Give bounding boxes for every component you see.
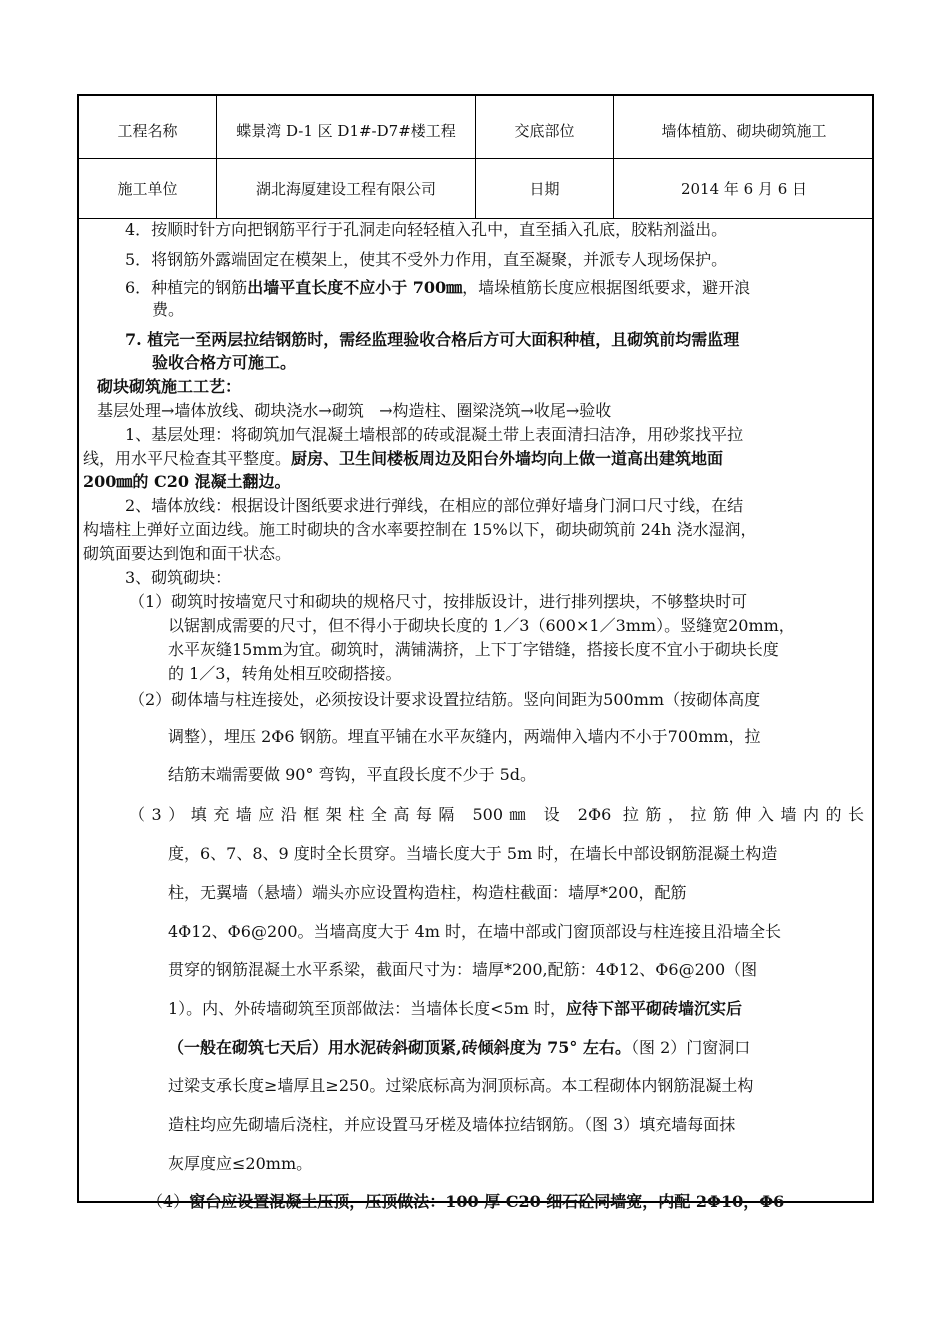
content-line: 验收合格方可施工。 xyxy=(152,353,297,372)
content-line: 的 1／3，转角处相互咬砌搭接。 xyxy=(168,664,402,683)
content-line: 造柱均应先砌墙后浇柱，并应设置马牙槎及墙体拉结钢筋。（图 3）填充墙每面抹 xyxy=(168,1115,736,1134)
content-line: 7. 植完一至两层拉结钢筋时，需经监理验收合格后方可大面积种植，且砌筑前均需监理 xyxy=(125,330,740,349)
content-line: 线，用水平尺检查其平整度。厨房、卫生间楼板周边及阳台外墙均向上做一道高出建筑地面 xyxy=(83,449,724,468)
content-line: 5．将钢筋外露端固定在模架上，使其不受外力作用，直至凝聚，并派专人现场保护。 xyxy=(125,250,728,269)
content-line: 构墙柱上弹好立面边线。施工时砌块的含水率要控制在 15%以下，砌块砌筑前 24h 浇水湿润， xyxy=(83,520,757,539)
content-line: （3）填充墙应沿框架柱全高每隔 500㎜ 设 2Φ6 拉筋，拉筋伸入墙内的长 xyxy=(129,805,864,824)
content-line: 贯穿的钢筋混凝土水平系梁，截面尺寸为：墙厚*200,配筋：4Φ12、Φ6@200（图 xyxy=(168,960,758,979)
content-line: 费。 xyxy=(152,300,185,319)
content-line: 4．按顺时针方向把钢筋平行于孔洞走向轻轻植入孔中，直至插入孔底，胶粘剂溢出。 xyxy=(125,220,728,239)
date-value: 2014 年 6 月 6 日 xyxy=(680,179,808,198)
project-name-label: 工程名称 xyxy=(79,96,217,158)
project-name: 蝶景湾 D-1 区 D1#-D7#楼工程 xyxy=(217,96,476,158)
handover-part: 墙体植筋、砌块砌筑施工 xyxy=(661,121,827,140)
content-line: 4Φ12、Φ6@200。当墙高度大于 4m 时，在墙中部或门窗顶部设与柱连接且沿墙全长 xyxy=(168,922,782,941)
content-line: 2、墙体放线：根据设计图纸要求进行弹线，在相应的部位弹好墙身门洞口尺寸线，在结 xyxy=(125,496,744,515)
header-row-project xyxy=(79,96,872,159)
section-heading: 砌块砌筑施工工艺： xyxy=(97,377,242,396)
content-line: 水平灰缝15mm为宜。砌筑时，满铺满挤，上下丁字错缝，搭接长度不宜小于砌块长度 xyxy=(168,640,779,659)
content-line: 6．种植完的钢筋出墙平直长度不应小于 700㎜，墙垛植筋长度应根据图纸要求，避开浪 xyxy=(125,278,751,297)
content-line: 结筋末端需要做 90° 弯钩，平直段长度不少于 5d。 xyxy=(168,765,537,784)
content-line: 以锯割成需要的尺寸，但不得小于砌块长度的 1／3（600×1／3mm）。竖缝宽20mm， xyxy=(168,616,795,635)
content-line: 基层处理→墙体放线、砌块浇水→砌筑 →构造柱、圈梁浇筑→收尾→验收 xyxy=(97,401,612,420)
document-table xyxy=(77,94,874,1211)
header-row-unit xyxy=(79,158,872,219)
handover-content xyxy=(79,219,872,1211)
content-line: 砌筑面要达到饱和面干状态。 xyxy=(83,544,292,563)
content-line: 灰厚度应≤20mm。 xyxy=(168,1154,313,1173)
content-line: （4）窗台应设置混凝土压顶，压顶做法：100 厚 C20 细石砼同墙宽，内配 2Φ10，Φ6 xyxy=(147,1192,785,1211)
content-line: 调整），埋压 2Φ6 钢筋。埋直平铺在水平灰缝内，两端伸入墙内不小于700mm，拉 xyxy=(168,727,761,746)
content-line: 柱，无翼墙（悬墙）端头亦应设置构造柱，构造柱截面：墙厚*200，配筋 xyxy=(168,883,687,902)
handover-part-label: 交底部位 xyxy=(476,96,614,158)
content-line: 200㎜的 C20 混凝土翻边。 xyxy=(83,472,291,491)
content-line: （2）砌体墙与柱连接处，必须按设计要求设置拉结筋。竖向间距为500mm（按砌体高度 xyxy=(129,690,761,709)
content-line: 过梁支承长度≥墙厚且≥250。过梁底标高为洞顶标高。本工程砌体内钢筋混凝土构 xyxy=(168,1076,754,1095)
construction-unit: 湖北海厦建设工程有限公司 xyxy=(217,158,476,218)
content-line: 度，6、7、8、9 度时全长贯穿。当墙长度大于 5m 时，在墙长中部设钢筋混凝土构造 xyxy=(168,844,778,863)
content-line: 3、砌筑砌块： xyxy=(125,568,232,587)
content-line: 1）。内、外砖墙砌筑至顶部做法：当墙体长度<5m 时，应待下部平砌砖墙沉实后 xyxy=(168,999,743,1018)
content-line: （一般在砌筑七天后）用水泥砖斜砌顶紧,砖倾斜度为 75° 左右。（图 2）门窗洞口 xyxy=(168,1038,751,1057)
construction-unit-label: 施工单位 xyxy=(79,158,217,218)
content-line: 1、基层处理：将砌筑加气混凝土墙根部的砖或混凝土带上表面清扫洁净，用砂浆找平拉 xyxy=(125,425,744,444)
content-line: （1）砌筑时按墙宽尺寸和砌块的规格尺寸，按排版设计，进行排列摆块，不够整块时可 xyxy=(129,592,748,611)
date-label: 日期 xyxy=(476,158,614,218)
